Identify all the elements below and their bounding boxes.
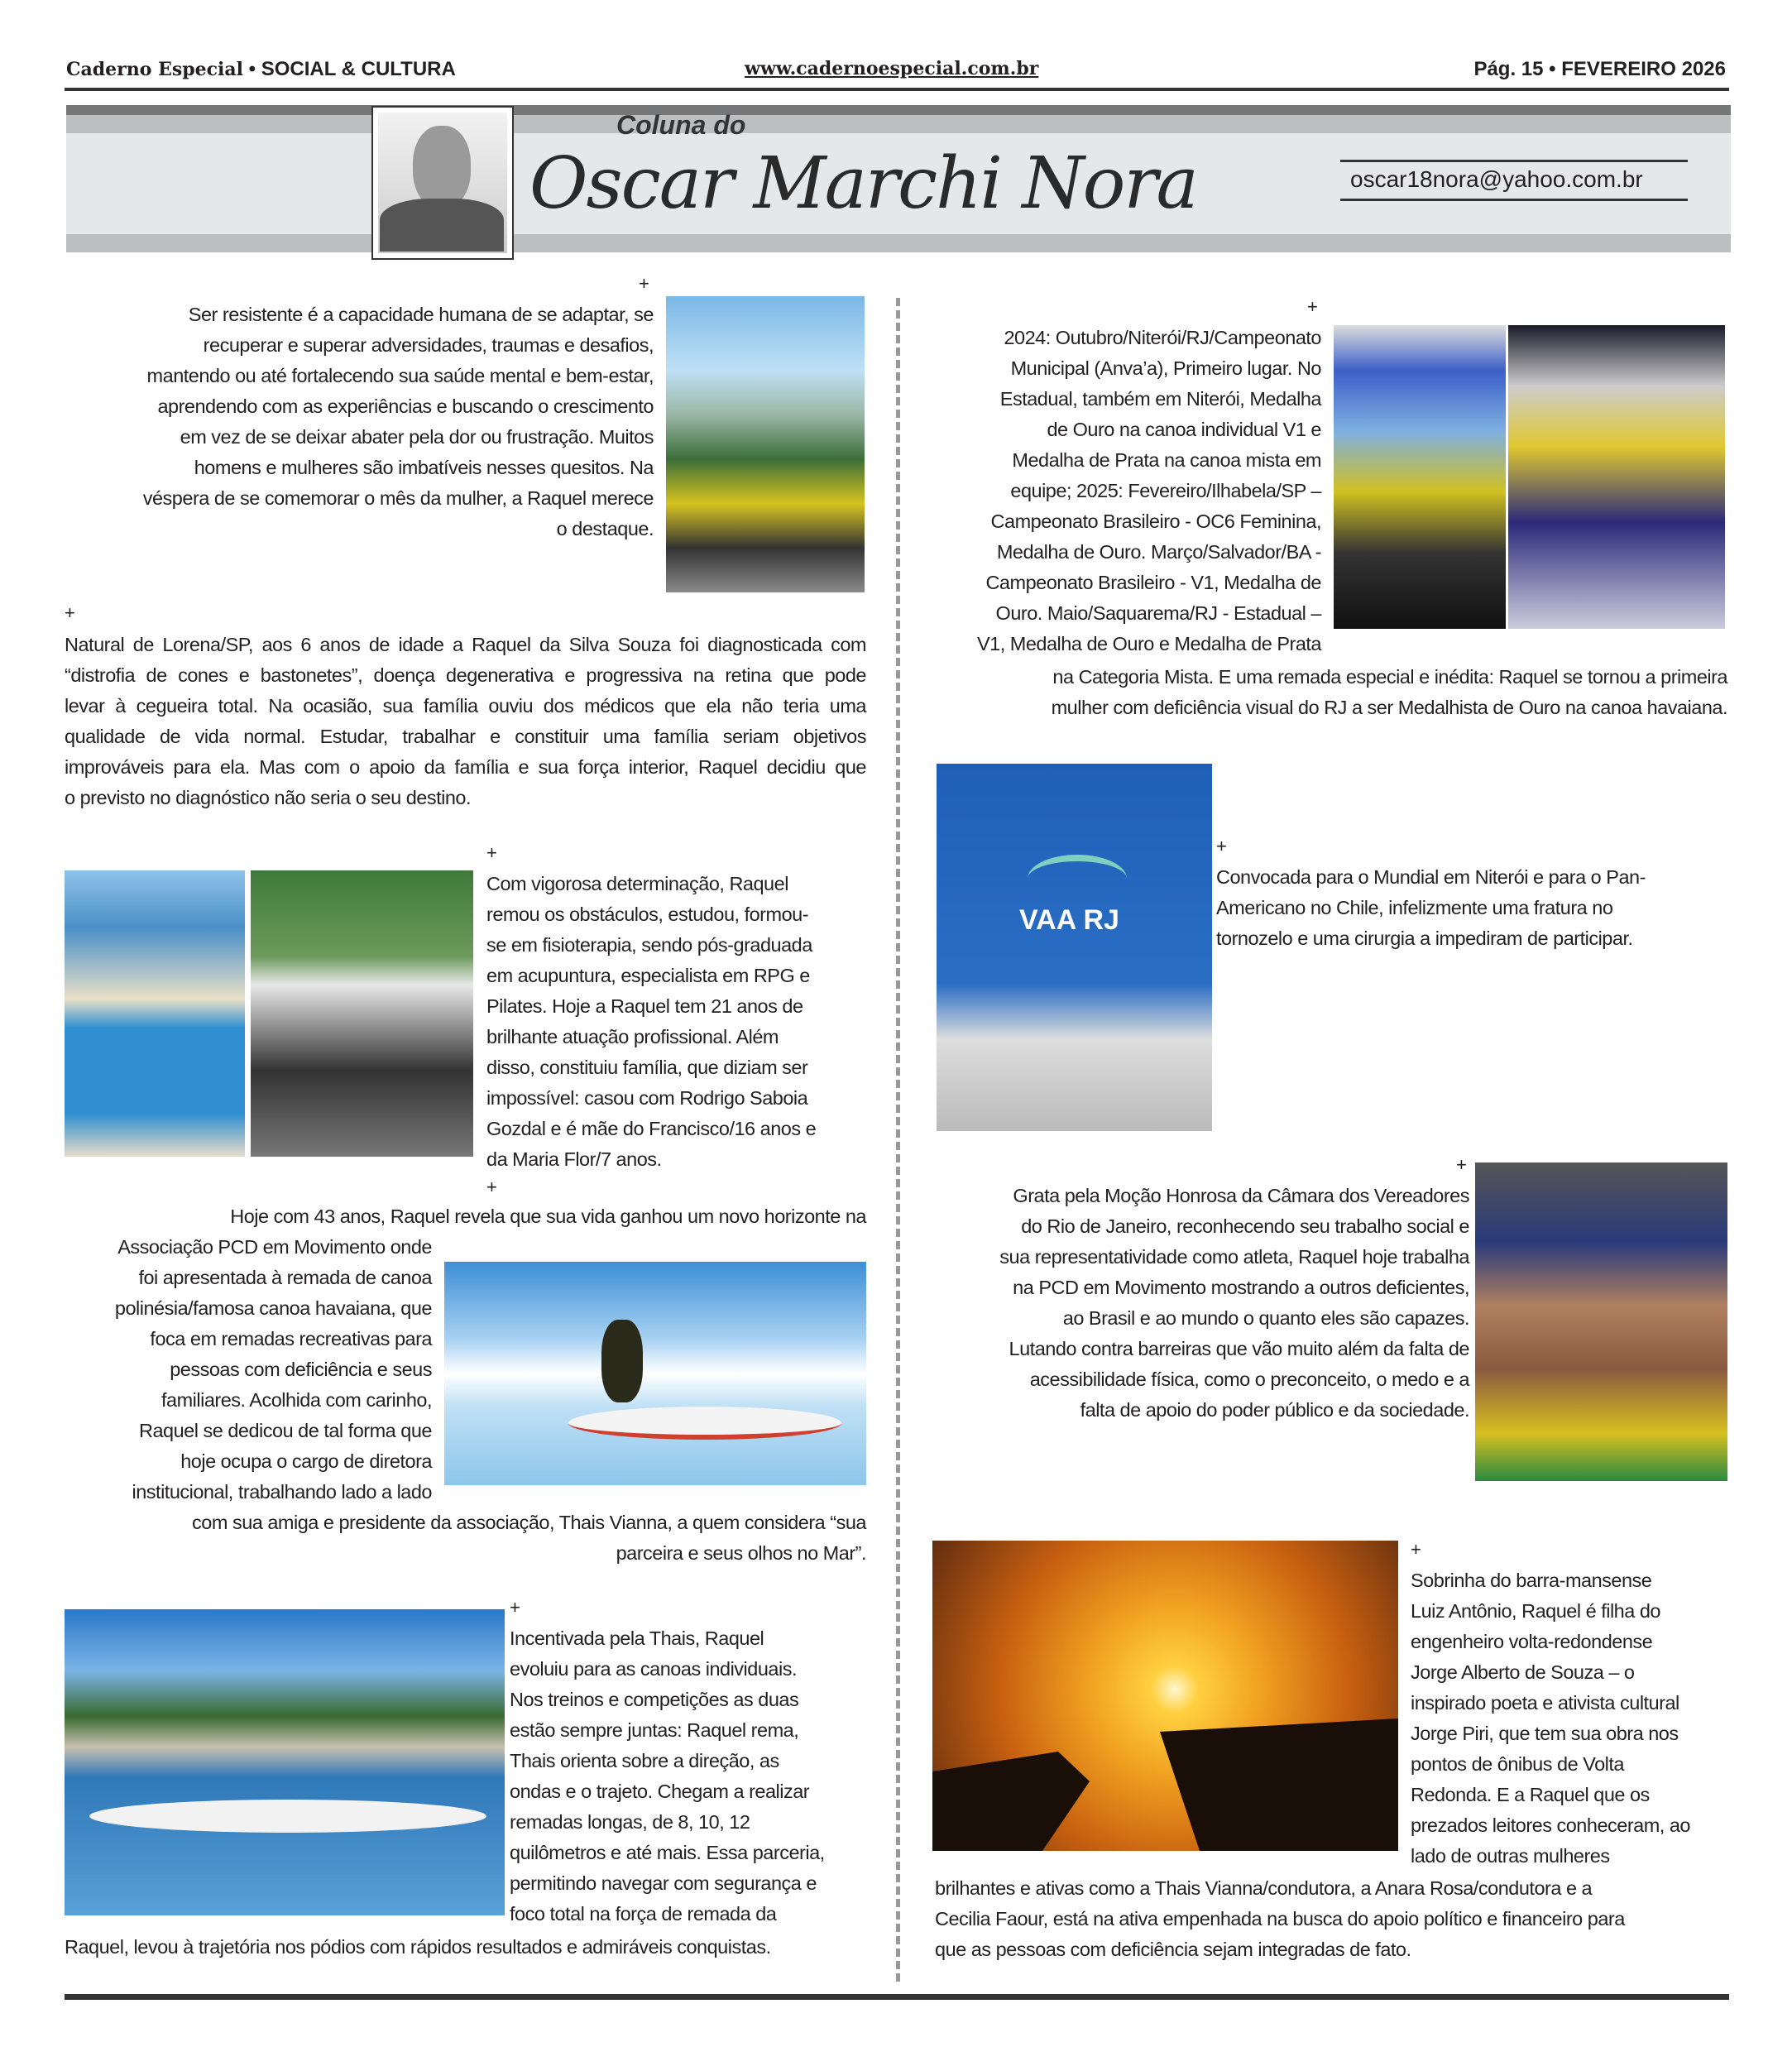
text-line: que as pessoas com deficiência sejam integradas de fato. <box>935 1939 1411 1960</box>
text-line: Natural de Lorena/SP, aos 6 anos de idade a Raquel da Silva Souza foi diagnosticada com <box>65 634 866 655</box>
text-line: Convocada para o Mundial em Niterói e para o Pan- <box>1216 866 1646 888</box>
text-line: qualidade de vida normal. Estudar, trabalhar e constituir uma família seriam objetivos <box>65 726 866 747</box>
text-line: do Rio de Janeiro, reconhecendo seu trabalho social e <box>1021 1215 1469 1237</box>
text-line: na Categoria Mista. E uma remada especial e inédita: Raquel se tornou a primeira <box>1052 666 1727 688</box>
photo-raquel-thais-paddling <box>65 1609 505 1915</box>
photo-raquel-family <box>251 870 473 1157</box>
text-line: Redonda. E a Raquel que os <box>1411 1784 1650 1805</box>
text-line: Pilates. Hoje a Raquel tem 21 anos de <box>486 995 803 1017</box>
text-line: Raquel se dedicou de tal forma que <box>138 1420 432 1441</box>
honor-paragraph <box>927 1181 1469 1426</box>
text-line: improváveis para ela. Mas com o apoio da família e sua força interior, Raquel decidiu que <box>65 756 866 778</box>
text-line: Campeonato Brasileiro - V1, Medalha de <box>985 572 1321 593</box>
text-line: remou os obstáculos, estudou, formou- <box>486 904 809 925</box>
text-line: Medalha de Ouro. Março/Salvador/BA - <box>996 541 1321 563</box>
text-line: ondas e o trajeto. Chegam a realizar <box>510 1781 810 1802</box>
text-line: aprendendo com as experiências e buscando o crescimento <box>157 395 654 417</box>
section-marker: + <box>1216 836 1227 856</box>
email-rule-bottom <box>1340 199 1688 201</box>
text-line: Jorge Alberto de Souza – o <box>1411 1661 1635 1683</box>
text-line: Grata pela Moção Honrosa da Câmara dos Vereadores <box>1013 1185 1469 1206</box>
results-paragraph <box>927 323 1321 659</box>
columnist-photo <box>371 106 514 260</box>
separator: • <box>248 58 256 80</box>
text-line: quilômetros e até mais. Essa parceria, <box>510 1842 825 1863</box>
publication-name: Caderno Especial <box>66 59 243 80</box>
text-line: impossível: casou com Rodrigo Saboia <box>486 1087 808 1109</box>
text-line: com sua amiga e presidente da associação, Thais Vianna, a quem considera “sua <box>192 1512 866 1533</box>
photo-podium-flags <box>1334 325 1506 629</box>
email-link[interactable]: oscar18nora@yahoo.com.br <box>1350 166 1643 192</box>
intro-paragraph <box>74 300 654 544</box>
text-line: pessoas com deficiência e seus <box>170 1359 432 1380</box>
column-kicker: Coluna do <box>616 110 746 140</box>
text-line: familiares. Acolhida com carinho, <box>161 1389 432 1411</box>
section-marker: + <box>510 1597 520 1618</box>
text-line: Americano no Chile, infelizmente uma fratura no <box>1216 897 1613 918</box>
photo-raquel-canoe <box>444 1262 866 1485</box>
text-line: estão sempre juntas: Raquel rema, <box>510 1719 799 1741</box>
banner-stripe-dark <box>66 105 1731 115</box>
text-line: Ser resistente é a capacidade humana de se adaptar, se <box>188 304 654 325</box>
photo-team-medals <box>1508 325 1725 629</box>
columnist-name: Oscar Marchi Nora <box>529 142 1197 225</box>
text-line: em vez de se deixar abater pela dor ou frustração. Muitos <box>180 426 654 448</box>
section-label <box>66 58 456 81</box>
photo-raquel-waterfront <box>666 296 865 592</box>
text-line: o previsto no diagnóstico não seria o seu destino. <box>65 787 472 808</box>
text-line: se em fisioterapia, sendo pós-graduada <box>486 934 812 956</box>
text-line: Ouro. Maio/Saquarema/RJ - Estadual – <box>995 602 1321 624</box>
text-line: V1, Medalha de Ouro e Medalha de Prata <box>976 633 1321 654</box>
photo-sunset-leap <box>932 1541 1398 1851</box>
banner-stripe-mid <box>66 115 1731 133</box>
text-line: mulher com deficiência visual do RJ a ser Medalhista de Ouro na canoa havaiana. <box>1051 697 1727 718</box>
text-line: prezados leitores conheceram, ao <box>1411 1814 1691 1836</box>
text-line: Campeonato Brasileiro - OC6 Feminina, <box>990 511 1321 532</box>
column-divider <box>896 298 900 1982</box>
text-line: de Ouro na canoa individual V1 e <box>1047 419 1321 440</box>
footer-rule <box>65 1994 1729 2000</box>
photo-vaa-rj-banner <box>937 764 1212 1131</box>
text-line: Gozdal e é mãe do Francisco/16 anos e <box>486 1118 817 1139</box>
text-line: ao Brasil e ao mundo o quanto eles são capazes. <box>1062 1307 1469 1329</box>
text-line: polinésia/famosa canoa havaiana, que <box>114 1297 432 1319</box>
text-line: brilhantes e ativas como a Thais Vianna/condutora, a Anara Rosa/condutora e a <box>935 1877 1593 1899</box>
association-paragraph-start <box>65 1201 866 1232</box>
text-line: brilhante atuação profissional. Além <box>486 1026 779 1047</box>
section-marker: + <box>486 1177 497 1197</box>
text-line: levar à cegueira total. Na ocasião, sua família ouviu dos médicos que ela não teria uma <box>65 695 866 717</box>
text-line: foi apresentada à remada de canoa <box>138 1267 432 1288</box>
text-line: evoluiu para as canoas individuais. <box>510 1658 797 1680</box>
banner-logo-text: VAA RJ <box>1019 904 1119 936</box>
injury-paragraph <box>1216 862 1729 954</box>
text-line: Municipal (Anva’a), Primeiro lugar. No <box>1010 357 1321 379</box>
text-line: falta de apoio do poder público e da sociedade. <box>1080 1399 1469 1421</box>
training-paragraph <box>510 1623 867 1929</box>
text-line: o destaque. <box>556 518 654 539</box>
text-line: Estadual, também em Niterói, Medalha <box>999 388 1321 410</box>
text-line: Sobrinha do barra-mansense <box>1411 1570 1652 1591</box>
website-link[interactable]: www.cadernoespecial.com.br <box>745 58 1039 79</box>
text-line: em acupuntura, especialista em RPG e <box>486 965 810 986</box>
page-info: Pág. 15 • FEVEREIRO 2026 <box>1473 58 1726 80</box>
section-marker: + <box>486 842 497 863</box>
text-line: hoje ocupa o cargo de diretora <box>180 1450 432 1472</box>
text-line: parceira e seus olhos no Mar”. <box>616 1542 866 1564</box>
text-line: acessibilidade física, como o preconceito, o medo e a <box>1029 1369 1469 1390</box>
text-line: Lutando contra barreiras que vão muito além da falta de <box>1009 1338 1469 1359</box>
text-line: sua representatividade como atleta, Raquel hoje trabalha <box>999 1246 1469 1268</box>
section-marker: + <box>1411 1539 1421 1560</box>
section-marker: + <box>65 602 75 623</box>
origin-paragraph <box>65 630 866 813</box>
association-paragraph-body <box>65 1232 432 1508</box>
text-line: Medalha de Prata na canoa mista em <box>1012 449 1321 471</box>
section-marker: + <box>639 273 649 294</box>
text-line: 2024: Outubro/Niterói/RJ/Campeonato <box>1004 327 1321 348</box>
text-line: Hoje com 43 anos, Raquel revela que sua vida ganhou um novo horizonte na <box>230 1206 866 1227</box>
text-line: Incentivada pela Thais, Raquel <box>510 1627 764 1649</box>
text-line: mantendo ou até fortalecendo sua saúde mental e bem-estar, <box>146 365 654 386</box>
career-paragraph <box>486 869 867 1175</box>
family-paragraph <box>1411 1565 1729 1872</box>
photo-raquel-beach-medals <box>65 870 245 1157</box>
association-paragraph-end <box>65 1508 866 1569</box>
text-line: lado de outras mulheres <box>1411 1845 1610 1867</box>
text-line: permitindo navegar com segurança e <box>510 1872 817 1894</box>
email-rule-top <box>1340 160 1688 162</box>
section-marker: + <box>1456 1154 1467 1175</box>
section-marker: + <box>1307 296 1318 317</box>
text-line: Jorge Piri, que tem sua obra nos <box>1411 1723 1679 1744</box>
text-line: Com vigorosa determinação, Raquel <box>486 873 788 894</box>
text-line: Luiz Antônio, Raquel é filha do <box>1411 1600 1660 1622</box>
photo-raquel-selfie-medal <box>1475 1162 1727 1481</box>
section-name: SOCIAL & CULTURA <box>261 58 456 80</box>
text-line: institucional, trabalhando lado a lado <box>132 1481 432 1503</box>
text-line: equipe; 2025: Fevereiro/Ilhabela/SP – <box>1010 480 1321 501</box>
text-line: inspirado poeta e ativista cultural <box>1411 1692 1679 1714</box>
text-line: Nos treinos e competições as duas <box>510 1689 799 1710</box>
results-paragraph-end <box>927 662 1727 723</box>
text-line: foco total na força de remada da <box>510 1903 777 1925</box>
text-line: Associação PCD em Movimento onde <box>117 1236 432 1258</box>
text-line: Thais orienta sobre a direção, as <box>510 1750 779 1771</box>
text-line: foca em remadas recreativas para <box>150 1328 432 1349</box>
family-paragraph-end <box>935 1873 1729 1965</box>
text-line: pontos de ônibus de Volta <box>1411 1753 1624 1775</box>
banner-stripe-bottom <box>66 234 1731 252</box>
text-line: remadas longas, de 8, 10, 12 <box>510 1811 750 1833</box>
text-line: recuperar e superar adversidades, traumas e desafios, <box>203 334 654 356</box>
text-line: tornozelo e uma cirurgia a impediram de participar. <box>1216 928 1633 949</box>
text-line: homens e mulheres são imbatíveis nesses quesitos. Na <box>194 457 654 478</box>
text-line: véspera de se comemorar o mês da mulher, a Raquel merece <box>142 487 654 509</box>
text-line: disso, constituiu família, que diziam ser <box>486 1057 808 1078</box>
text-line: engenheiro volta-redondense <box>1411 1631 1653 1652</box>
text-line: Cecilia Faour, está na ativa empenhada na busca do apoio político e financeiro para <box>935 1908 1625 1929</box>
header-rule <box>65 88 1729 91</box>
text-line: “distrofia de cones e bastonetes”, doença degenerativa e progressiva na retina que pode <box>65 664 866 686</box>
text-line: Raquel, levou à trajetória nos pódios com rápidos resultados e admiráveis conquistas. <box>65 1936 771 1958</box>
text-line: da Maria Flor/7 anos. <box>486 1148 662 1170</box>
training-paragraph-end <box>65 1932 866 1963</box>
text-line: na PCD em Movimento mostrando a outros deficientes, <box>1013 1277 1469 1298</box>
